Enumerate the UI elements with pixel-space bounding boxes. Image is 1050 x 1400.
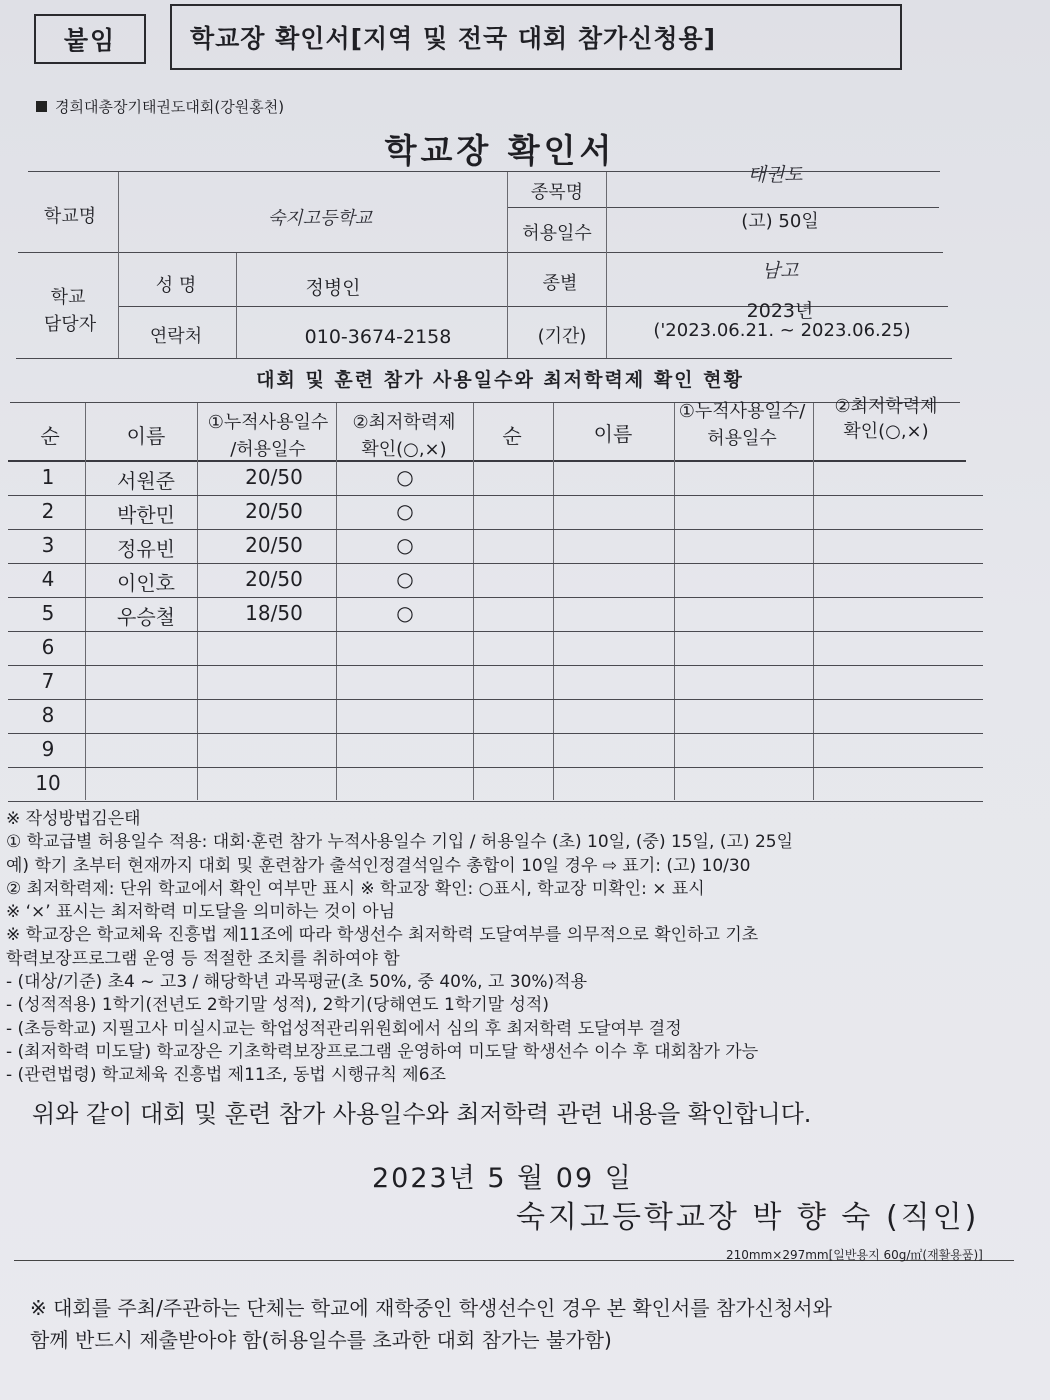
contact-value: 010-3674-2158	[304, 326, 452, 348]
info-rule	[16, 358, 952, 359]
manager-label-1: 학교	[50, 287, 86, 308]
form-title: 학교장 확인서[지역 및 전국 대회 참가신청용]	[170, 4, 902, 70]
name-value: 정병인	[305, 277, 361, 299]
bottom-note	[30, 1292, 832, 1356]
header-name-right: 이름	[593, 422, 633, 446]
gender-value: 남고	[761, 260, 799, 282]
bottom-note-line: ※ 대회를 주최/주관하는 단체는 학교에 재학중인 학생선수인 경우 본 확인서를 참가신청서와	[30, 1296, 832, 1320]
info-rule	[18, 252, 943, 253]
event-line	[36, 96, 284, 117]
note-line: 학력보장프로그램 운영 등 적절한 조치를 취하여야 함	[6, 948, 400, 969]
row-number: 6	[41, 635, 55, 659]
row-check: ○	[396, 499, 414, 523]
table-row-rule	[8, 495, 983, 496]
header-days-1: ①누적사용일수	[207, 412, 329, 433]
header-days-2: /허용일수	[230, 439, 306, 460]
document-title: 학교장 확인서	[384, 131, 616, 170]
period-label: (기간)	[537, 326, 587, 347]
section-title: 대회 및 훈련 참가 사용일수와 최저학력제 확인 현황	[256, 369, 744, 391]
table-header-rule	[8, 460, 966, 462]
school-value: 숙지고등학교	[267, 208, 373, 229]
row-name: 이인호	[117, 571, 175, 595]
table-col-line	[197, 403, 198, 800]
note-line: ② 최저학력제: 단위 학교에서 확인 여부만 표시 ※ 학교장 확인: ○표시, 학교장 미확인: × 표시	[6, 878, 705, 899]
row-check: ○	[396, 533, 414, 557]
info-col-line	[606, 172, 607, 358]
table-col-line	[85, 403, 86, 800]
allowed-days-label: 허용일수	[522, 223, 592, 244]
signer: 숙지고등학교장 박 향 숙 (직인)	[516, 1200, 980, 1235]
period-year: 2023년	[746, 300, 814, 322]
note-line: - (성적적용) 1학기(전년도 2학기말 성적), 2학기(당해연도 1학기말 성적)	[6, 995, 549, 1016]
bottom-note-line: 함께 반드시 제출받아야 함(허용일수를 초과한 대회 참가는 불가함)	[30, 1328, 612, 1352]
table-top-rule	[10, 402, 960, 403]
note-line: ① 학교급별 허용일수 적용: 대회·훈련 참가 누적사용일수 기입 / 허용일수 (초) 10일, (중) 15일, (고) 25일	[6, 832, 794, 853]
name-label: 성 명	[155, 275, 197, 296]
note-line: - (초등학교) 지필고사 미실시교는 학업성적관리위원회에서 심의 후 최저학력 도달여부 결정	[6, 1018, 682, 1039]
info-col-line	[118, 172, 119, 358]
table-row-rule	[8, 767, 983, 768]
issue-date: 2023년 5 월 09 일	[372, 1163, 633, 1194]
row-number: 2	[41, 499, 55, 523]
table-row-rule	[8, 665, 983, 666]
row-days: 20/50	[245, 499, 303, 523]
header-no: 순	[40, 424, 60, 448]
notes	[6, 808, 793, 1088]
header-name: 이름	[126, 424, 166, 448]
row-number: 10	[35, 771, 61, 795]
note-line: ※ 작성방법김은태	[6, 809, 141, 829]
table-col-line	[553, 403, 554, 800]
header-no-right: 순	[502, 424, 522, 448]
row-number: 7	[41, 669, 55, 693]
row-number: 8	[41, 703, 55, 727]
gender-label: 종별	[542, 273, 578, 294]
manager-label-2: 담당자	[43, 314, 97, 335]
note-line: ※ ‘×’ 표시는 최저학력 미도달을 의미하는 것이 아님	[6, 902, 396, 923]
row-days: 18/50	[245, 601, 303, 625]
note-line: ※ 학교장은 학교체육 진흥법 제11조에 따라 학생선수 최저학력 도달여부를 의무적으로 확인하고 기초	[6, 925, 759, 946]
row-days: 20/50	[245, 567, 303, 591]
period-range: ('2023.06.21. ~ 2023.06.25)	[653, 320, 911, 341]
info-rule	[28, 171, 940, 172]
row-name: 박한민	[117, 503, 175, 527]
note-line: 예) 학기 초부터 현재까지 대회 및 훈련참가 출석인정결석일수 총합이 10일 경우 ⇨ 표기: (고) 10/30	[6, 855, 751, 876]
sport-value: 태권도	[747, 164, 803, 186]
contact-label: 연락처	[149, 326, 203, 347]
table-row-rule	[8, 733, 983, 734]
row-check: ○	[396, 567, 414, 591]
note-line: - (대상/기준) 초4 ~ 고3 / 해당학년 과목평균(초 50%, 중 40%, 고 30%)적용	[6, 972, 588, 993]
row-number: 5	[41, 601, 55, 625]
table-row-rule	[8, 801, 983, 802]
table-row-rule	[8, 563, 983, 564]
header-min-right-1: ②최저학력제	[834, 396, 938, 417]
table-row-rule	[8, 631, 983, 632]
row-days: 20/50	[245, 533, 303, 557]
row-name: 서원준	[117, 469, 175, 493]
table-col-line	[813, 403, 814, 800]
row-days: 20/50	[245, 465, 303, 489]
info-rule	[118, 306, 948, 307]
table-row-rule	[8, 529, 983, 530]
table-row-rule	[8, 597, 983, 598]
header-min-right-2: 확인(○,×)	[843, 421, 929, 442]
info-col-line	[507, 172, 508, 358]
header-min-1: ②최저학력제	[352, 412, 456, 433]
header-days-right-1: ①누적사용일수/	[678, 401, 806, 422]
header-min-2: 확인(○,×)	[361, 439, 447, 460]
attachment-tag: 붙임	[34, 14, 146, 64]
info-col-line	[236, 253, 237, 358]
header-days-right-2: 허용일수	[707, 428, 777, 449]
table-col-line	[473, 403, 474, 800]
row-number: 9	[41, 737, 55, 761]
row-name: 우승철	[117, 605, 175, 629]
row-number: 1	[41, 465, 55, 489]
row-name: 정유빈	[117, 537, 175, 561]
school-label: 학교명	[43, 206, 97, 227]
info-rule	[507, 207, 939, 208]
note-line: - (최저학력 미도달) 학교장은 기초학력보장프로그램 운영하여 미도달 학생선수 이수 후 대회참가 가능	[6, 1041, 759, 1062]
table-col-line	[674, 403, 675, 800]
table-row-rule	[8, 699, 983, 700]
note-line: - (관련법령) 학교체육 진흥법 제11조, 동법 시행규칙 제6조	[6, 1065, 446, 1086]
event-name: 경희대총장기태권도대회(강원홍천)	[55, 98, 285, 116]
confirm-statement: 위와 같이 대회 및 훈련 참가 사용일수와 최저학력 관련 내용을 확인합니다.	[32, 1100, 812, 1128]
square-bullet-icon	[36, 101, 47, 112]
row-check: ○	[396, 465, 414, 489]
allowed-days-value: (고) 50일	[741, 211, 819, 232]
table-col-line	[336, 403, 337, 800]
sport-label: 종목명	[530, 182, 584, 203]
row-number: 3	[41, 533, 55, 557]
paper-spec: 210mm×297mm[일반용지 60g/㎡(재활용품)]	[726, 1248, 983, 1262]
row-number: 4	[41, 567, 55, 591]
row-check: ○	[396, 601, 414, 625]
